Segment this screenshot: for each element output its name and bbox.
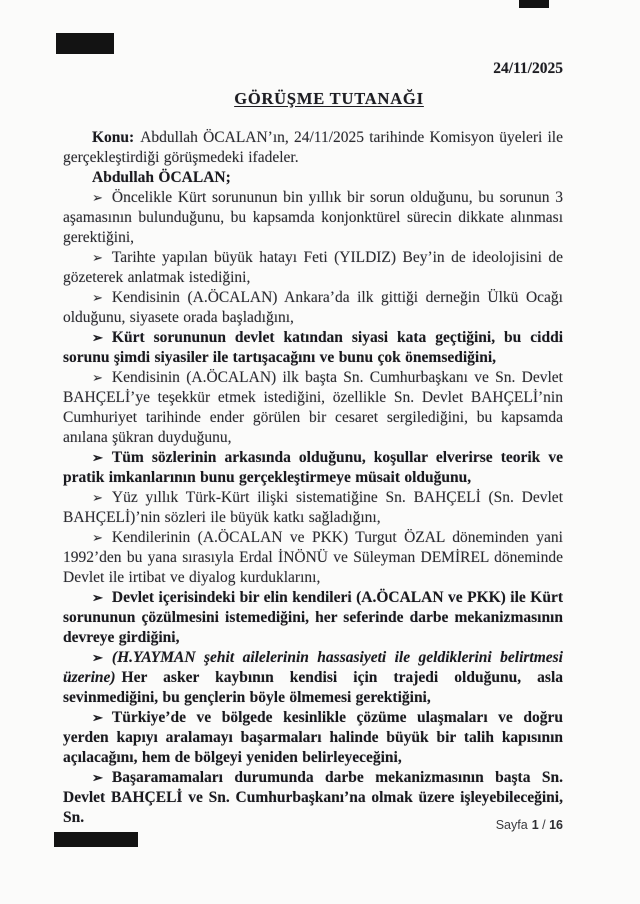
bullet-italic-lead: (H.YAYMAN şehit ailelerinin hassasiyeti ile geldiklerini belirtmesi üzerine) [63, 649, 563, 686]
bullet-item [63, 488, 563, 528]
bullet-item [63, 188, 563, 248]
footer-page-number: 1 [531, 818, 539, 832]
title-row [63, 89, 563, 109]
bullet-text: Tarihte yapılan büyük hatayı Feti (YILDIZ) Bey’in de ideolojisini de gözeterek anlatmak istediğini, [63, 249, 563, 286]
subject-label: Konu: [92, 129, 135, 146]
document-date: 24/11/2025 [493, 60, 563, 77]
footer-separator: / [542, 818, 546, 832]
arrow-bullet-icon: ➢ [92, 590, 103, 605]
redaction-box-bottom-left [54, 832, 138, 847]
bullet-text: Başaramamaları durumunda darbe mekanizmasının başta Sn. Devlet BAHÇELİ ve Sn. Cumhurbaşkanı’na olmak üzere işleyebileceğini, Sn. [63, 769, 563, 826]
bullet-text: Her asker kaybının kendisi için trajedi olduğunu, asla sevinmediğini, bu gençlerin böyle ölmemesi gerektiğini, [63, 669, 563, 706]
arrow-bullet-icon: ➢ [92, 770, 103, 785]
arrow-bullet-icon: ➢ [92, 530, 103, 545]
footer-page-total: 16 [549, 818, 563, 832]
bullet-text: Kendilerinin (A.ÖCALAN ve PKK) Turgut ÖZAL döneminden yani 1992’den bu yana sırasıyla Erdal İNÖNÜ ve Süleyman DEMİREL döneminde Devlet ile irtibat ve diyalog kurduklarını, [63, 529, 563, 586]
bullet-item [63, 328, 563, 368]
speaker-line: Abdullah ÖCALAN; [92, 169, 231, 186]
bullet-text: Devlet içerisindeki bir elin kendileri (A.ÖCALAN ve PKK) ile Kürt sorununun çözülmesini istemediğini, her seferinde darbe mekanizmasının devreye girdiğini, [63, 589, 563, 646]
bullet-item [63, 588, 563, 648]
bullet-text: Kendisinin (A.ÖCALAN) Ankara’da ilk gittiği derneğin Ülkü Ocağı olduğunu, siyasete orada başladığını, [63, 289, 563, 326]
bullet-item [63, 288, 563, 328]
page-title: GÖRÜŞME TUTANAĞI [234, 89, 424, 108]
bullet-text: Tüm sözlerinin arkasında olduğunu, koşullar elverirse teorik ve pratik imkanlarının bunu gerçekleştirmeye müsait olduğunu, [63, 449, 563, 486]
bullet-item [63, 248, 563, 288]
redaction-box-top-left [56, 33, 114, 54]
arrow-bullet-icon: ➢ [92, 290, 103, 305]
subject-paragraph [63, 128, 563, 168]
arrow-bullet-icon: ➢ [92, 370, 103, 385]
bullet-item [63, 448, 563, 488]
bullet-item [63, 648, 563, 708]
footer-label: Sayfa [495, 818, 528, 832]
document-body [63, 128, 563, 828]
bullet-text: Türkiye’de ve bölgede kesinlikle çözüme ulaşmaları ve doğru yerden kapıyı aralamayı başarmaları halinde büyük bir talih kapısının açılacağını, hem de bölgeyi yeniden belirleyeceğini, [63, 709, 563, 766]
arrow-bullet-icon: ➢ [92, 490, 103, 505]
bullet-text: Yüz yıllık Türk-Kürt ilişki sistematiğine Sn. BAHÇELİ (Sn. Devlet BAHÇELİ)’nin sözleri ile büyük katkı sağladığını, [63, 489, 563, 526]
arrow-bullet-icon: ➢ [92, 450, 103, 465]
bullet-item [63, 528, 563, 588]
bullet-text: Kürt sorununun devlet katından siyasi kata geçtiğini, bu ciddi sorunu şimdi siyasiler ile tartışacağını ve bunu çok önemsediğini, [63, 329, 563, 366]
bullet-text: Öncelikle Kürt sorununun bin yıllık bir sorun olduğunu, bu sorunun 3 aşamasının bulunduğunu, bu kapsamda konjonktürel sürecin dikkate alınması gerektiğini, [63, 189, 563, 246]
arrow-bullet-icon: ➢ [92, 650, 103, 665]
arrow-bullet-icon: ➢ [92, 710, 103, 725]
bullet-item [63, 708, 563, 768]
redaction-mark-top-right [519, 0, 549, 8]
arrow-bullet-icon: ➢ [92, 190, 103, 205]
arrow-bullet-icon: ➢ [92, 330, 103, 345]
subject-text: Abdullah ÖCALAN’ın, 24/11/2025 tarihinde Komisyon üyeleri ile gerçekleştirdiği görüşmedeki ifadeler. [63, 129, 563, 166]
arrow-bullet-icon: ➢ [92, 250, 103, 265]
page-number-footer [63, 818, 563, 832]
bullet-item [63, 368, 563, 448]
bullet-text: Kendisinin (A.ÖCALAN) ilk başta Sn. Cumhurbaşkanı ve Sn. Devlet BAHÇELİ’ye teşekkür etmek istediğini, özellikle Sn. Devlet BAHÇELİ’nin Cumhuriyet tarihinde ender görülen bir cesaret sergilediğini, bu kapsamda anılana şükran duyduğunu, [63, 369, 563, 446]
